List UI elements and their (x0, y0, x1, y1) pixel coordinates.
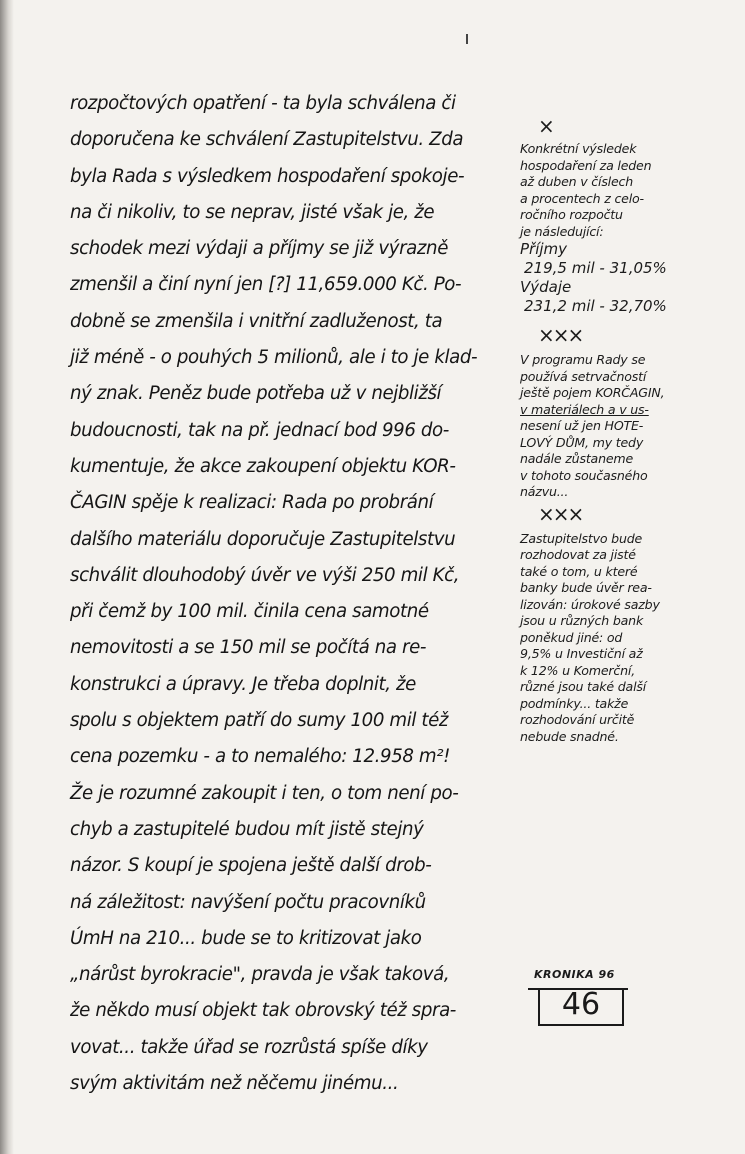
note-line: ročního rozpočtu (520, 207, 623, 222)
note-line: poněkud jiné: od (520, 629, 623, 645)
note-line: je následující: (520, 223, 604, 239)
note-line: rozhodování určitě (520, 712, 635, 727)
note-line: různé jsou také další (520, 679, 647, 694)
text-line: Že je rozumné zakoupit i ten, o tom není po- (70, 782, 459, 804)
page-number: 46 (538, 988, 624, 1026)
text-line: cena pozemku - a to nemalého: 12.958 m²! (70, 746, 451, 768)
margin-notes (520, 115, 720, 745)
note-line: LOVÝ DŮM, my tedy (520, 434, 644, 450)
text-line: schodek mezi výdaji a příjmy se již výrazně (70, 238, 448, 260)
note-line: lizován: úrokové sazby (520, 596, 660, 612)
text-line: dobně se zmenšila i vnitřní zadluženost, ta (70, 310, 443, 332)
chronicle-label: KRONIKA 96 (534, 968, 615, 981)
text-line: zmenšil a činí nyní jen [?] 11,659.000 Kč. Po- (70, 274, 462, 296)
text-line: chyb a zastupitelé budou mít jistě stejný (70, 818, 424, 840)
text-line: rozpočtových opatření - ta byla schválena či (70, 93, 456, 114)
text-line: ČAGIN spěje k realizaci: Rada po probrání (70, 492, 434, 514)
book-spine-shadow (0, 0, 14, 1154)
note-line: v materiálech a v us- (520, 401, 649, 417)
text-line: dalšího materiálu doporučuje Zastupitelstvu (70, 528, 456, 550)
note-line: rozhodovat za jisté (520, 547, 636, 562)
text-line: spolu s objektem patří do sumy 100 mil též (70, 710, 449, 732)
top-pencil-mark (466, 34, 468, 44)
text-line: konstrukci a úpravy. Je třeba doplnit, že (70, 673, 416, 695)
separator-crosses: ××× (538, 323, 583, 347)
note-line: jsou u různých bank (520, 613, 644, 628)
note-budget-results (520, 141, 720, 316)
note-line: názvu... (520, 484, 569, 499)
text-line: na či nikoliv, to se neprav, jisté však je, že (70, 201, 435, 223)
text-line: kumentuje, že akce zakoupení objektu KOR- (70, 455, 456, 477)
note-line: nadále zůstaneme (520, 451, 634, 466)
note-line: a procentech z celo- (520, 190, 644, 206)
text-line: ÚmH na 210... bude se to kritizovat jako (70, 927, 422, 949)
expense-value: 231,2 mil - 32,70% (524, 297, 667, 315)
text-line: budoucnosti, tak na př. jednací bod 996 do- (70, 419, 449, 441)
note-bank-loan (520, 531, 720, 746)
note-line: ještě pojem KORČAGIN, (520, 385, 665, 400)
note-line: hospodaření za leden (520, 157, 652, 173)
text-line: že někdo musí objekt tak obrovský též spra- (70, 1000, 456, 1022)
text-line: ný znak. Peněz bude potřeba už v nejbližší (70, 383, 442, 405)
text-line: schválit dlouhodobý úvěr ve výši 250 mil Kč, (70, 564, 460, 586)
note-line: k 12% u Komerční, (520, 662, 635, 678)
text-line: byla Rada s výsledkem hospodaření spokoje- (70, 165, 465, 187)
note-line: V programu Rady se (520, 352, 646, 367)
text-line: „nárůst byrokracie", pravda je však taková, (70, 964, 450, 986)
note-line: 9,5% u Investiční až (520, 646, 643, 661)
expense-label: Výdaje (520, 278, 572, 296)
text-line: doporučena ke schválení Zastupitelstvu. Zda (70, 129, 464, 151)
note-line: nebude snadné. (520, 728, 619, 744)
note-korcagin-name (520, 352, 720, 501)
text-line: při čemž by 100 mil. činila cena samotné (70, 601, 429, 623)
note-line: banky bude úvěr rea- (520, 580, 652, 595)
note-line: také o tom, u které (520, 563, 638, 579)
note-line: používá setrvačností (520, 368, 647, 384)
text-line: ná záležitost: navýšení počtu pracovníků (70, 891, 426, 913)
text-line: vovat... takže úřad se rozrůstá spíše díky (70, 1036, 428, 1058)
note-line: podmínky... takže (520, 695, 629, 711)
note-line: v tohoto současného (520, 467, 648, 483)
text-line: nemovitosti a se 150 mil se počítá na re- (70, 637, 427, 659)
note-line: nesení už jen HOTE- (520, 418, 644, 433)
income-label: Příjmy (520, 240, 568, 258)
text-line: názor. S koupí je spojena ještě další drob- (70, 855, 432, 877)
note-line: Zastupitelstvo bude (520, 530, 643, 546)
main-handwritten-text (70, 86, 515, 1102)
separator-crosses: ××× (538, 501, 583, 526)
note-line: až duben v číslech (520, 174, 634, 189)
text-line: již méně - o pouhých 5 milionů, ale i to je klad- (70, 347, 478, 369)
separator-cross: × (538, 114, 553, 138)
text-line: svým aktivitám než něčemu jinému... (70, 1073, 399, 1095)
income-value: 219,5 mil - 31,05% (524, 259, 667, 277)
note-line: Konkrétní výsledek (520, 141, 637, 156)
